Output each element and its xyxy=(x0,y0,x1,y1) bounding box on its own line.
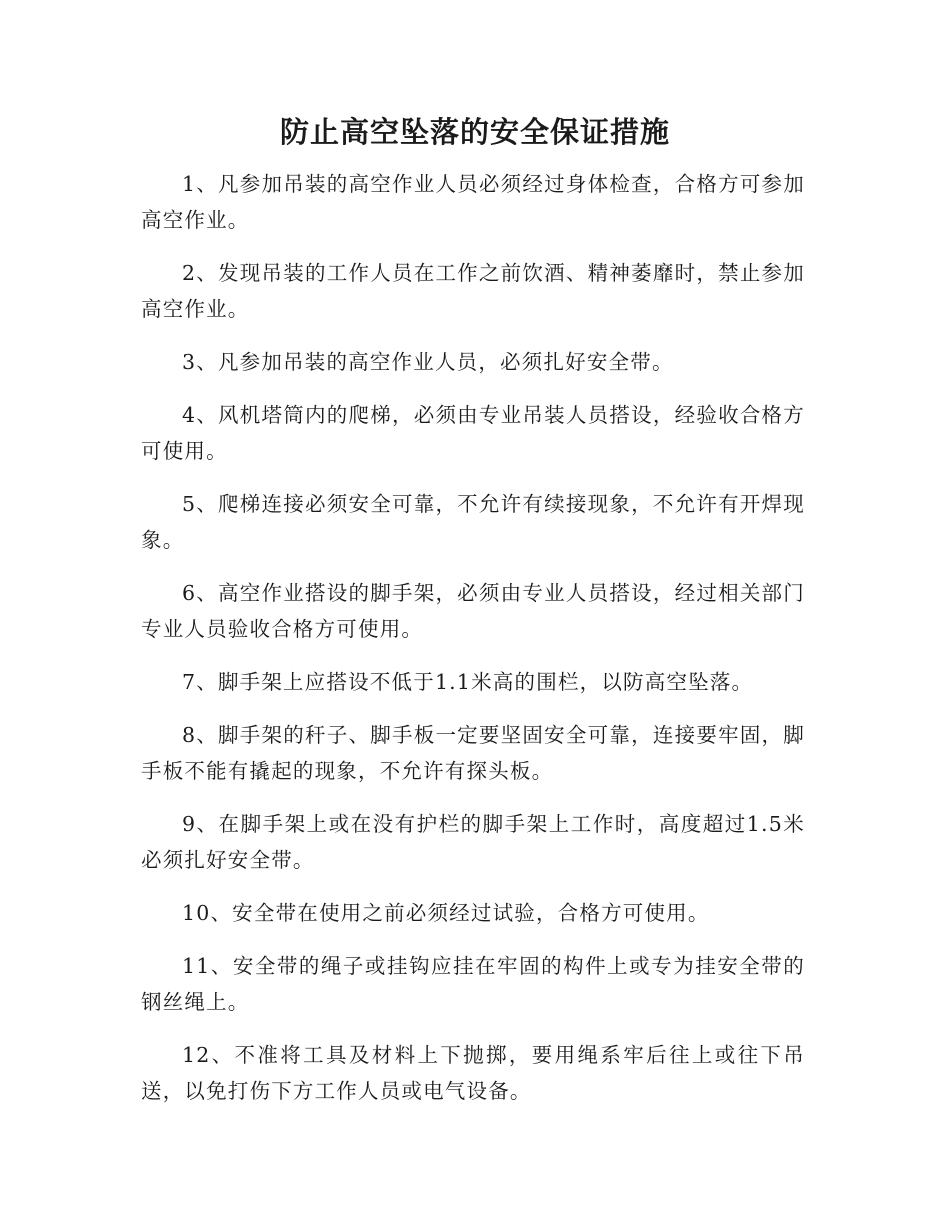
paragraph-11: 11、安全带的绳子或挂钩应挂在牢固的构件上或专为挂安全带的钢丝绳上。 xyxy=(141,954,805,1014)
paragraph-10: 10、安全带在使用之前必须经过试验，合格方可使用。 xyxy=(182,901,710,925)
paragraph-8: 8、脚手架的秆子、脚手板一定要坚固安全可靠，连接要牢固，脚手板不能有撬起的现象，不允许有探头板。 xyxy=(141,723,805,783)
paragraph-7: 7、脚手架上应搭设不低于1.1米高的围栏，以防高空坠落。 xyxy=(182,670,754,694)
document-body xyxy=(141,166,805,1126)
paragraph-4: 4、风机塔筒内的爬梯，必须由专业吊装人员搭设，经验收合格方可使用。 xyxy=(141,403,805,463)
document-title: 防止高空坠落的安全保证措施 xyxy=(279,115,670,149)
paragraph-12: 12、不准将工具及材料上下抛掷，要用绳系牢后往上或往下吊送，以免打伤下方工作人员或电气设备。 xyxy=(141,1043,805,1103)
paragraph-9: 9、在脚手架上或在没有护栏的脚手架上工作时，高度超过1.5米必须扎好安全带。 xyxy=(141,812,805,872)
paragraph-3: 3、凡参加吊装的高空作业人员，必须扎好安全带。 xyxy=(182,350,674,374)
paragraph-6: 6、高空作业搭设的脚手架，必须由专业人员搭设，经过相关部门专业人员验收合格方可使用。 xyxy=(141,581,805,641)
paragraph-1: 1、凡参加吊装的高空作业人员必须经过身体检查，合格方可参加高空作业。 xyxy=(141,172,805,232)
paragraph-5: 5、爬梯连接必须安全可靠，不允许有续接现象，不允许有开焊现象。 xyxy=(141,492,805,552)
paragraph-2: 2、发现吊装的工作人员在工作之前饮酒、精神萎靡时，禁止参加高空作业。 xyxy=(141,261,805,321)
